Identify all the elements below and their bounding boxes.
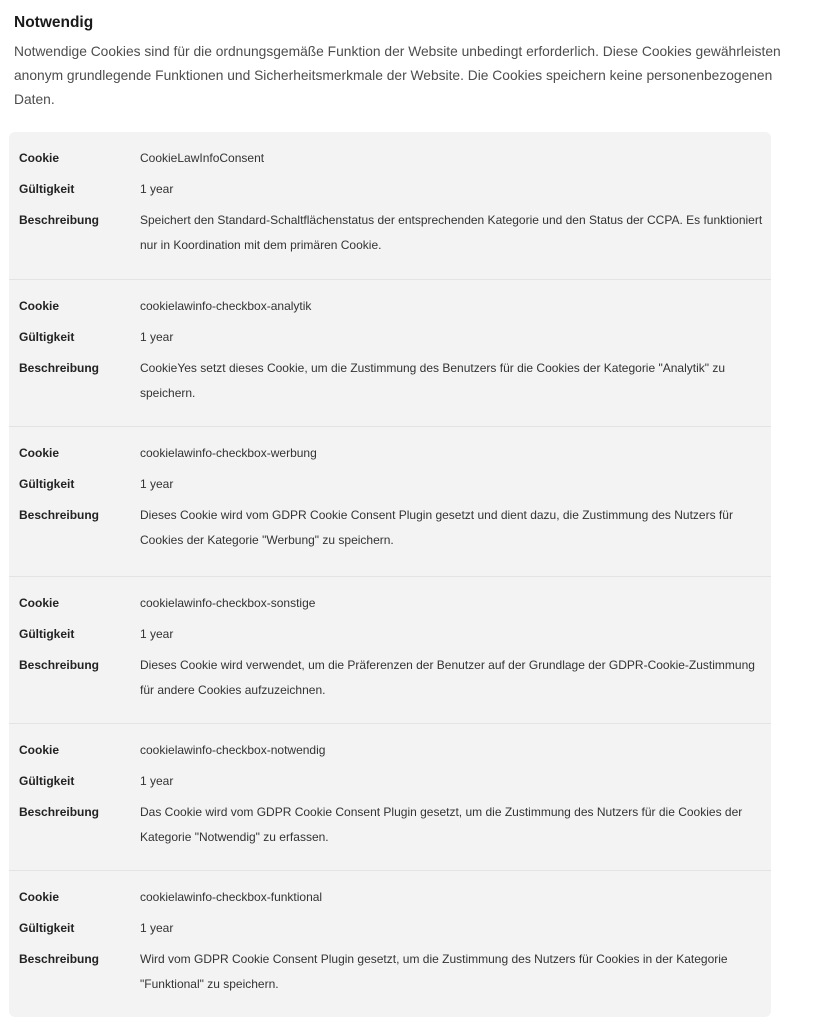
- cookie-validity: 1 year: [140, 330, 174, 344]
- cookie-validity: 1 year: [140, 774, 174, 788]
- section-description: Notwendige Cookies sind für die ordnungsgemäße Funktion der Website unbedingt erforderlich. Diese Cookies gewährleisten anonym grundlegende Funktionen und Sicherheitsmerkmale der Website. Die Cookies speichern keine personenbezogenen Daten.: [14, 44, 781, 107]
- cookie-name: cookielawinfo-checkbox-sonstige: [140, 596, 316, 610]
- cookie-table: [9, 132, 771, 1017]
- section-title: Notwendig: [14, 14, 94, 31]
- validity-label: Gültigkeit: [19, 330, 75, 344]
- validity-label: Gültigkeit: [19, 774, 75, 788]
- cookie-description: CookieYes setzt dieses Cookie, um die Zustimmung des Benutzers für die Cookies der Kategorie "Analytik" zu speichern.: [140, 361, 726, 400]
- description-label: Beschreibung: [19, 213, 100, 227]
- cookie-validity: 1 year: [140, 477, 174, 491]
- description-label: Beschreibung: [19, 508, 100, 522]
- cookie-description: Dieses Cookie wird vom GDPR Cookie Consent Plugin gesetzt und dient dazu, die Zustimmung des Nutzers für Cookies der Kategorie "Werbung" zu speichern.: [140, 508, 733, 547]
- cookie-validity: 1 year: [140, 921, 174, 935]
- cookie-description: Speichert den Standard-Schaltflächenstatus der entsprechenden Kategorie und den Status der CCPA. Es funktioniert nur in Koordination mit dem primären Cookie.: [140, 213, 763, 252]
- cookie-label: Cookie: [19, 151, 60, 165]
- cookie-label: Cookie: [19, 743, 60, 757]
- validity-label: Gültigkeit: [19, 627, 75, 641]
- validity-label: Gültigkeit: [19, 182, 75, 196]
- cookie-validity: 1 year: [140, 627, 174, 641]
- validity-label: Gültigkeit: [19, 921, 75, 935]
- cookie-name: cookielawinfo-checkbox-analytik: [140, 299, 312, 313]
- cookie-description: Dieses Cookie wird verwendet, um die Präferenzen der Benutzer auf der Grundlage der GDPR-Cookie-Zustimmung für andere Cookies aufzuzeichnen.: [140, 658, 755, 697]
- cookie-label: Cookie: [19, 446, 60, 460]
- cookie-name: cookielawinfo-checkbox-notwendig: [140, 743, 326, 757]
- description-label: Beschreibung: [19, 952, 100, 966]
- cookie-group: [9, 426, 771, 573]
- cookie-label: Cookie: [19, 596, 60, 610]
- description-label: Beschreibung: [19, 658, 100, 672]
- cookie-validity: 1 year: [140, 182, 174, 196]
- cookie-description: Wird vom GDPR Cookie Consent Plugin gesetzt, um die Zustimmung des Nutzers für Cookies in der Kategorie "Funktional" zu speichern.: [140, 952, 728, 991]
- cookie-name: cookielawinfo-checkbox-werbung: [140, 446, 317, 460]
- cookie-group: [9, 279, 771, 426]
- cookie-group: [9, 576, 771, 723]
- validity-label: Gültigkeit: [19, 477, 75, 491]
- cookie-group: [9, 723, 771, 870]
- cookie-label: Cookie: [19, 299, 60, 313]
- cookie-label: Cookie: [19, 890, 60, 904]
- cookie-group: [9, 132, 771, 279]
- cookie-description: Das Cookie wird vom GDPR Cookie Consent Plugin gesetzt, um die Zustimmung des Nutzers für die Cookies der Kategorie "Notwendig" zu erfassen.: [140, 805, 743, 844]
- description-label: Beschreibung: [19, 361, 100, 375]
- cookie-name: CookieLawInfoConsent: [140, 151, 265, 165]
- cookie-group: [9, 870, 771, 1017]
- description-label: Beschreibung: [19, 805, 100, 819]
- cookie-name: cookielawinfo-checkbox-funktional: [140, 890, 323, 904]
